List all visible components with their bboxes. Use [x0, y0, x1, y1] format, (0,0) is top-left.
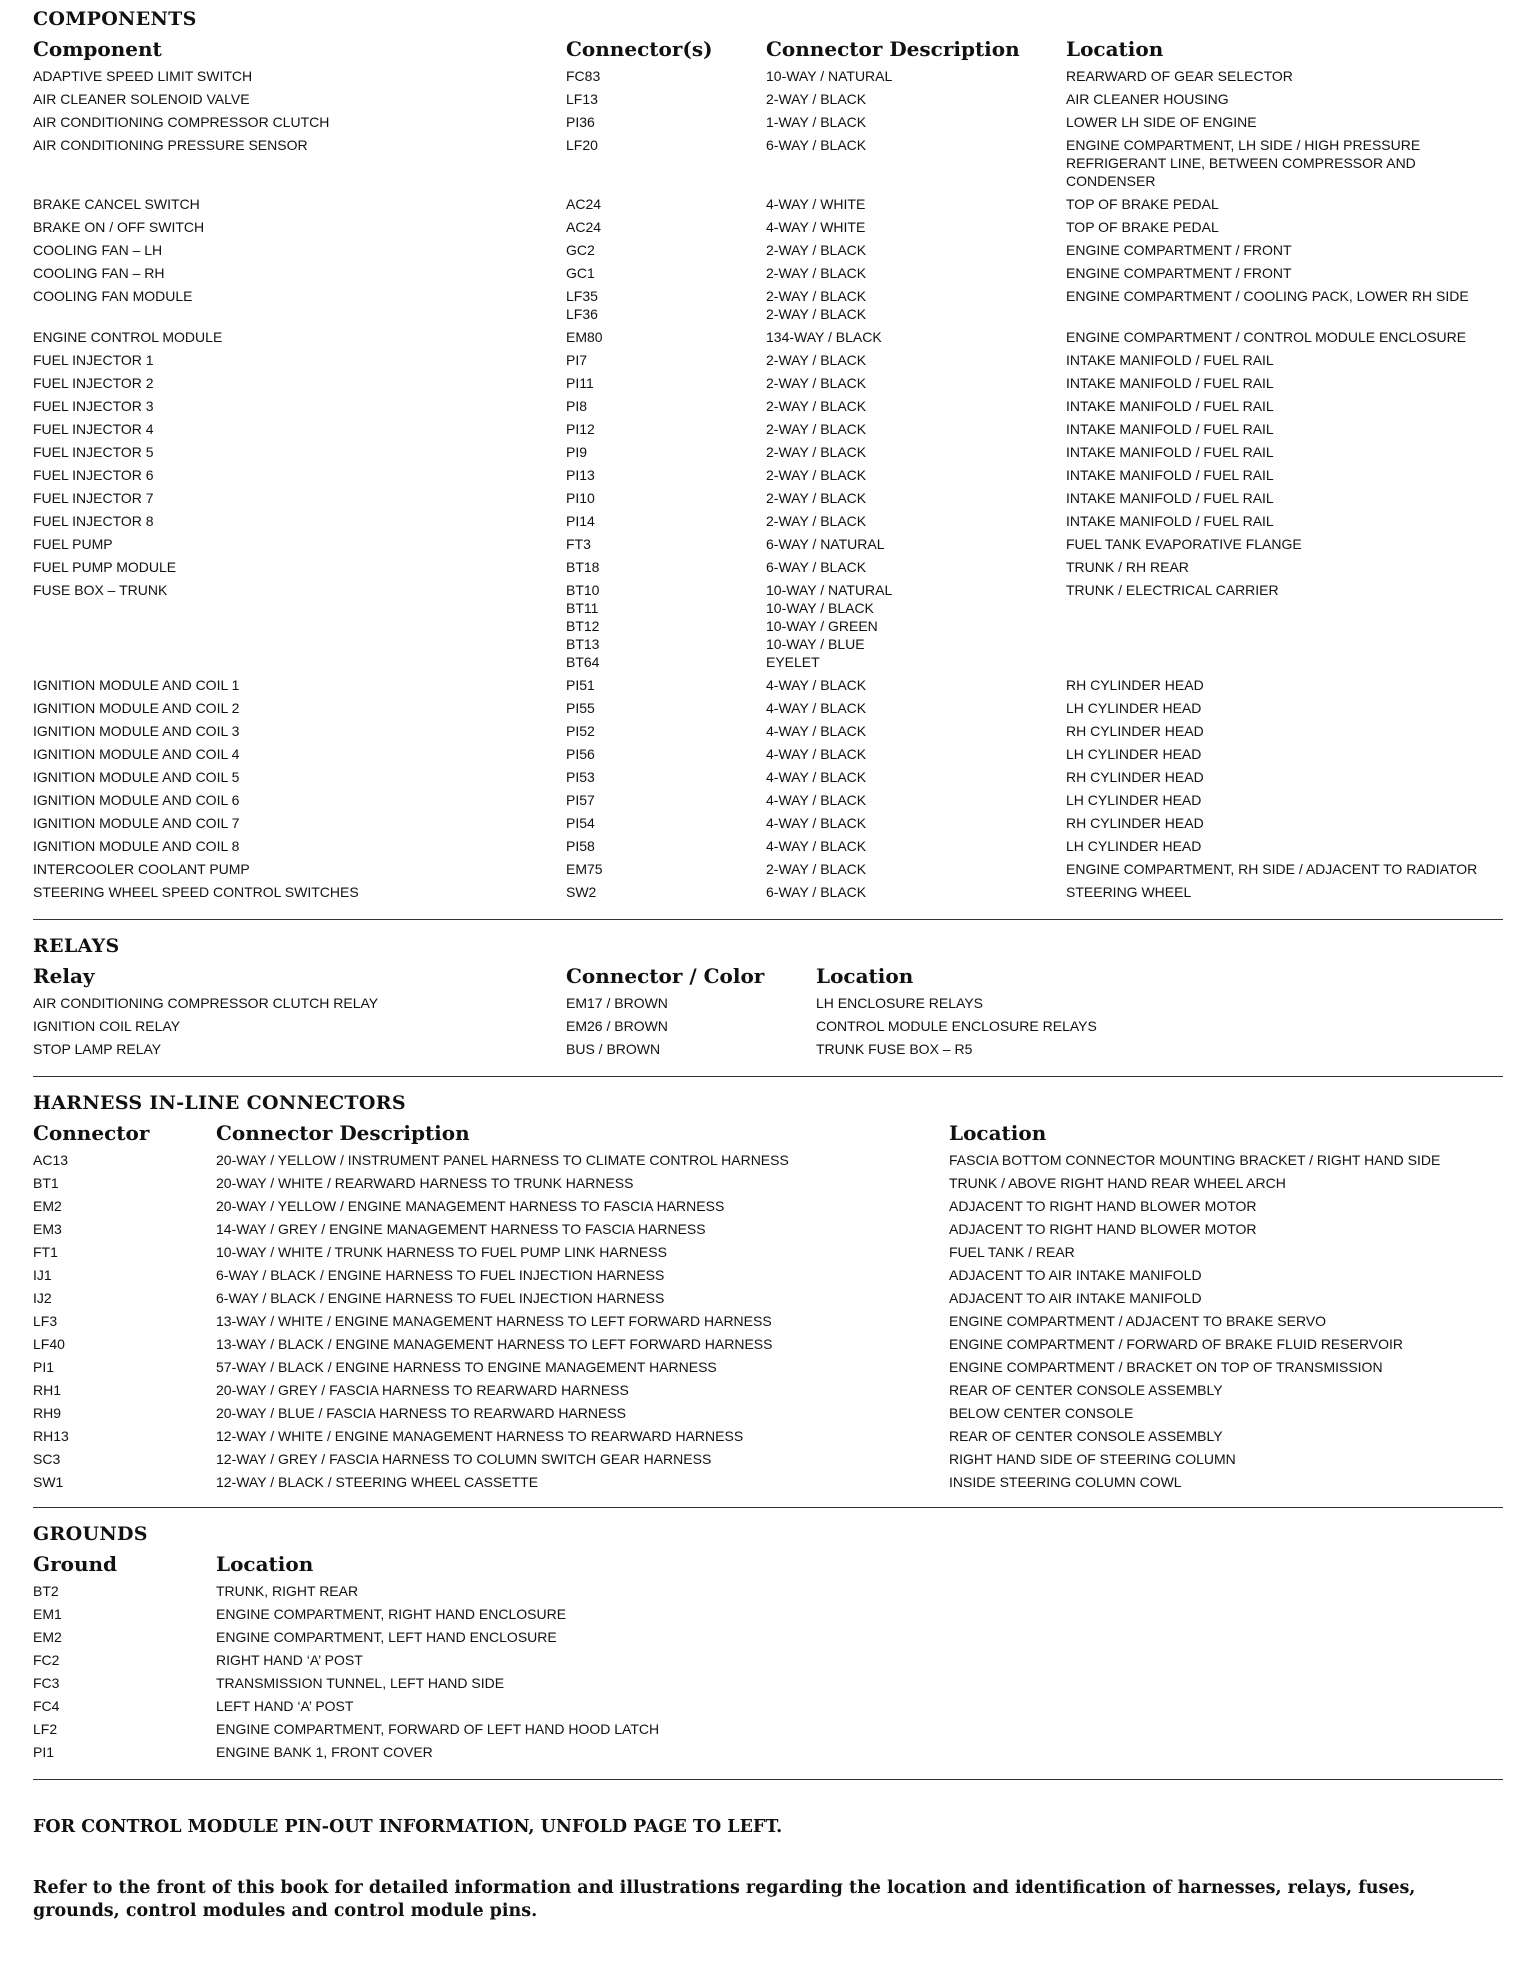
location-cell: ENGINE COMPARTMENT, LH SIDE / HIGH PRESSURE REFRIGERANT LINE, BETWEEN COMPRESSOR AND CONDENSER [1066, 137, 1421, 189]
table-row [33, 1447, 1503, 1470]
component-cell: ENGINE CONTROL MODULE [33, 329, 223, 345]
connector-cell: RH1 [33, 1382, 62, 1398]
table-row [33, 1194, 1503, 1217]
component-cell: FUEL INJECTOR 6 [33, 467, 154, 483]
table-row [33, 1263, 1503, 1286]
connector-cell: PI57 [566, 792, 595, 808]
connector-cell: BT10 BT11 BT12 BT13 BT64 [566, 582, 600, 670]
location-cell: ADJACENT TO AIR INTAKE MANIFOLD [949, 1267, 1202, 1283]
connector-cell: PI12 [566, 421, 595, 437]
table-row [33, 1171, 1503, 1194]
table-row [33, 486, 1503, 509]
table-row [33, 1378, 1503, 1401]
component-cell: ADAPTIVE SPEED LIMIT SWITCH [33, 68, 253, 84]
connector-description-cell: 20-WAY / YELLOW / ENGINE MANAGEMENT HARNESS TO FASCIA HARNESS [216, 1198, 725, 1214]
location-cell: INTAKE MANIFOLD / FUEL RAIL [1066, 398, 1274, 414]
component-cell: FUEL INJECTOR 1 [33, 352, 154, 368]
location-cell: RIGHT HAND ‘A’ POST [216, 1652, 363, 1668]
location-cell: LH ENCLOSURE RELAYS [816, 995, 984, 1011]
connector-color-cell: BUS / BROWN [566, 1041, 661, 1057]
connector-cell: LF20 [566, 137, 598, 153]
connector-description-cell: 4-WAY / BLACK [766, 746, 867, 762]
connector-cell: LF40 [33, 1336, 65, 1352]
location-cell: REAR OF CENTER CONSOLE ASSEMBLY [949, 1382, 1223, 1398]
connector-cell: BT1 [33, 1175, 59, 1191]
connector-cell: AC13 [33, 1152, 69, 1168]
connector-description-cell: 4-WAY / BLACK [766, 700, 867, 716]
col-header-connector-description: Connector Description [216, 1121, 470, 1145]
col-header-connector-color: Connector / Color [566, 964, 765, 988]
connector-cell: IJ2 [33, 1290, 52, 1306]
table-row [33, 284, 1503, 325]
table-row [33, 1148, 1503, 1171]
table-row [33, 325, 1503, 348]
relays-header-row [33, 961, 1503, 991]
component-cell: AIR CONDITIONING PRESSURE SENSOR [33, 137, 308, 153]
connector-cell: SW2 [566, 884, 597, 900]
location-cell: ENGINE COMPARTMENT / COOLING PACK, LOWER RH SIDE [1066, 288, 1469, 304]
connector-description-cell: 6-WAY / BLACK / ENGINE HARNESS TO FUEL INJECTION HARNESS [216, 1267, 665, 1283]
connector-description-cell: 13-WAY / BLACK / ENGINE MANAGEMENT HARNESS TO LEFT FORWARD HARNESS [216, 1336, 773, 1352]
table-row [33, 673, 1503, 696]
connector-cell: PI55 [566, 700, 595, 716]
location-cell: LOWER LH SIDE OF ENGINE [1066, 114, 1257, 130]
connector-description-cell: 10-WAY / NATURAL 10-WAY / BLACK 10-WAY / GREEN 10-WAY / BLUE EYELET [766, 582, 893, 670]
connector-description-cell: 4-WAY / BLACK [766, 815, 867, 831]
connector-color-cell: EM17 / BROWN [566, 995, 668, 1011]
connector-cell: PI7 [566, 352, 588, 368]
ground-cell: FC3 [33, 1675, 60, 1691]
table-row [33, 1625, 1503, 1648]
location-cell: LH CYLINDER HEAD [1066, 746, 1202, 762]
table-row [33, 1579, 1503, 1602]
connector-cell: EM3 [33, 1221, 62, 1237]
location-cell: BELOW CENTER CONSOLE [949, 1405, 1134, 1421]
table-row [33, 509, 1503, 532]
refer-note: Refer to the front of this book for detailed information and illustrations regarding the location and identification of harnesses, relays, fuses, grounds, control modules and control module pins. [33, 1878, 1416, 1921]
component-cell: INTERCOOLER COOLANT PUMP [33, 861, 250, 877]
component-cell: BRAKE CANCEL SWITCH [33, 196, 200, 212]
connector-cell: BT18 [566, 559, 600, 575]
connector-description-cell: 2-WAY / BLACK [766, 265, 867, 281]
table-row [33, 417, 1503, 440]
connector-description-cell: 4-WAY / BLACK [766, 838, 867, 854]
table-row [33, 238, 1503, 261]
connector-description-cell: 2-WAY / BLACK [766, 91, 867, 107]
connector-description-cell: 2-WAY / BLACK [766, 490, 867, 506]
col-header-location: Location [1066, 37, 1164, 61]
location-cell: ENGINE COMPARTMENT / ADJACENT TO BRAKE SERVO [949, 1313, 1327, 1329]
table-row [33, 1309, 1503, 1332]
component-cell: COOLING FAN – LH [33, 242, 163, 258]
grounds-title: GROUNDS [33, 1523, 148, 1545]
location-cell: CONTROL MODULE ENCLOSURE RELAYS [816, 1018, 1097, 1034]
location-cell: TRANSMISSION TUNNEL, LEFT HAND SIDE [216, 1675, 505, 1691]
col-header-connector-description: Connector Description [766, 37, 1020, 61]
location-cell: ENGINE COMPARTMENT, LEFT HAND ENCLOSURE [216, 1629, 557, 1645]
connector-description-cell: 6-WAY / NATURAL [766, 536, 885, 552]
component-cell: FUEL INJECTOR 7 [33, 490, 154, 506]
component-cell: AIR CONDITIONING COMPRESSOR CLUTCH [33, 114, 330, 130]
component-cell: IGNITION MODULE AND COIL 3 [33, 723, 240, 739]
location-cell: RH CYLINDER HEAD [1066, 723, 1204, 739]
table-row [33, 1037, 1503, 1060]
relay-cell: AIR CONDITIONING COMPRESSOR CLUTCH RELAY [33, 995, 379, 1011]
relay-cell: STOP LAMP RELAY [33, 1041, 162, 1057]
connector-cell: PI10 [566, 490, 595, 506]
table-row [33, 719, 1503, 742]
location-cell: AIR CLEANER HOUSING [1066, 91, 1229, 107]
connector-cell: AC24 [566, 219, 602, 235]
location-cell: ADJACENT TO RIGHT HAND BLOWER MOTOR [949, 1221, 1257, 1237]
connector-cell: LF35 LF36 [566, 288, 598, 322]
connector-description-cell: 13-WAY / WHITE / ENGINE MANAGEMENT HARNESS TO LEFT FORWARD HARNESS [216, 1313, 772, 1329]
connector-cell: LF3 [33, 1313, 58, 1329]
connector-cell: EM75 [566, 861, 603, 877]
component-cell: IGNITION MODULE AND COIL 8 [33, 838, 240, 854]
ground-cell: FC2 [33, 1652, 60, 1668]
connector-description-cell: 10-WAY / WHITE / TRUNK HARNESS TO FUEL PUMP LINK HARNESS [216, 1244, 667, 1260]
component-cell: AIR CLEANER SOLENOID VALVE [33, 91, 250, 107]
connector-cell: PI14 [566, 513, 595, 529]
table-row [33, 857, 1503, 880]
section-divider [33, 1779, 1503, 1780]
connector-description-cell: 20-WAY / GREY / FASCIA HARNESS TO REARWARD HARNESS [216, 1382, 629, 1398]
relays-title: RELAYS [33, 935, 120, 957]
table-row [33, 440, 1503, 463]
location-cell: STEERING WHEEL [1066, 884, 1192, 900]
connector-cell: EM80 [566, 329, 603, 345]
location-cell: TOP OF BRAKE PEDAL [1066, 196, 1219, 212]
connector-description-cell: 4-WAY / BLACK [766, 677, 867, 693]
component-cell: IGNITION MODULE AND COIL 6 [33, 792, 240, 808]
connector-description-cell: 2-WAY / BLACK [766, 467, 867, 483]
table-row [33, 1717, 1503, 1740]
table-row [33, 1602, 1503, 1625]
location-cell: RIGHT HAND SIDE OF STEERING COLUMN [949, 1451, 1236, 1467]
location-cell: INTAKE MANIFOLD / FUEL RAIL [1066, 375, 1274, 391]
location-cell: RH CYLINDER HEAD [1066, 677, 1204, 693]
connector-cell: PI36 [566, 114, 595, 130]
table-row [33, 87, 1503, 110]
table-row [33, 1648, 1503, 1671]
connector-cell: PI52 [566, 723, 595, 739]
connector-description-cell: 6-WAY / BLACK [766, 559, 867, 575]
location-cell: LH CYLINDER HEAD [1066, 792, 1202, 808]
component-cell: BRAKE ON / OFF SWITCH [33, 219, 205, 235]
harness-title: HARNESS IN-LINE CONNECTORS [33, 1092, 406, 1114]
table-row [33, 463, 1503, 486]
location-cell: FUEL TANK / REAR [949, 1244, 1075, 1260]
components-table-body [33, 64, 1503, 903]
ground-cell: PI1 [33, 1744, 55, 1760]
connector-cell: PI8 [566, 398, 588, 414]
ground-cell: EM1 [33, 1606, 62, 1622]
table-row [33, 348, 1503, 371]
component-cell: IGNITION MODULE AND COIL 7 [33, 815, 240, 831]
connector-cell: PI13 [566, 467, 595, 483]
location-cell: INTAKE MANIFOLD / FUEL RAIL [1066, 513, 1274, 529]
table-row [33, 532, 1503, 555]
location-cell: TRUNK / ELECTRICAL CARRIER [1066, 582, 1279, 598]
connector-description-cell: 4-WAY / WHITE [766, 219, 866, 235]
document-page [33, 0, 1503, 1923]
table-row [33, 1694, 1503, 1717]
components-header-row [33, 34, 1503, 64]
grounds-header-row [33, 1549, 1503, 1579]
location-cell: ENGINE COMPARTMENT / FRONT [1066, 265, 1292, 281]
table-row [33, 133, 1503, 192]
location-cell: INTAKE MANIFOLD / FUEL RAIL [1066, 421, 1274, 437]
connector-cell: PI53 [566, 769, 595, 785]
connector-description-cell: 2-WAY / BLACK [766, 444, 867, 460]
location-cell: LH CYLINDER HEAD [1066, 838, 1202, 854]
col-header-location: Location [816, 964, 914, 988]
component-cell: FUEL INJECTOR 2 [33, 375, 154, 391]
harness-table-body [33, 1148, 1503, 1493]
location-cell: FASCIA BOTTOM CONNECTOR MOUNTING BRACKET / RIGHT HAND SIDE [949, 1152, 1441, 1168]
table-row [33, 811, 1503, 834]
table-row [33, 1014, 1503, 1037]
connector-cell: PI1 [33, 1359, 55, 1375]
relay-cell: IGNITION COIL RELAY [33, 1018, 181, 1034]
location-cell: ENGINE COMPARTMENT / CONTROL MODULE ENCLOSURE [1066, 329, 1467, 345]
connector-description-cell: 4-WAY / BLACK [766, 792, 867, 808]
col-header-location: Location [949, 1121, 1047, 1145]
location-cell: ENGINE BANK 1, FRONT COVER [216, 1744, 433, 1760]
location-cell: INTAKE MANIFOLD / FUEL RAIL [1066, 467, 1274, 483]
location-cell: TRUNK FUSE BOX – R5 [816, 1041, 973, 1057]
connector-cell: SC3 [33, 1451, 61, 1467]
connector-description-cell: 6-WAY / BLACK / ENGINE HARNESS TO FUEL INJECTION HARNESS [216, 1290, 665, 1306]
component-cell: FUEL INJECTOR 8 [33, 513, 154, 529]
table-row [33, 696, 1503, 719]
table-row [33, 765, 1503, 788]
ground-cell: FC4 [33, 1698, 60, 1714]
location-cell: ADJACENT TO AIR INTAKE MANIFOLD [949, 1290, 1202, 1306]
connector-description-cell: 20-WAY / BLUE / FASCIA HARNESS TO REARWARD HARNESS [216, 1405, 626, 1421]
location-cell: TRUNK, RIGHT REAR [216, 1583, 359, 1599]
component-cell: FUEL INJECTOR 4 [33, 421, 154, 437]
table-row [33, 1355, 1503, 1378]
component-cell: COOLING FAN – RH [33, 265, 165, 281]
connector-description-cell: 6-WAY / BLACK [766, 884, 867, 900]
connector-description-cell: 4-WAY / BLACK [766, 723, 867, 739]
component-cell: FUEL PUMP MODULE [33, 559, 177, 575]
location-cell: ENGINE COMPARTMENT, FORWARD OF LEFT HAND HOOD LATCH [216, 1721, 660, 1737]
connector-description-cell: 20-WAY / YELLOW / INSTRUMENT PANEL HARNESS TO CLIMATE CONTROL HARNESS [216, 1152, 789, 1168]
connector-description-cell: 6-WAY / BLACK [766, 137, 867, 153]
connector-description-cell: 1-WAY / BLACK [766, 114, 867, 130]
location-cell: TOP OF BRAKE PEDAL [1066, 219, 1219, 235]
connector-cell: FT3 [566, 536, 591, 552]
connector-description-cell: 2-WAY / BLACK [766, 421, 867, 437]
table-row [33, 1424, 1503, 1447]
connector-description-cell: 2-WAY / BLACK [766, 375, 867, 391]
table-row [33, 64, 1503, 87]
col-header-connectors: Connector(s) [566, 37, 713, 61]
table-row [33, 1332, 1503, 1355]
component-cell: IGNITION MODULE AND COIL 2 [33, 700, 240, 716]
location-cell: TRUNK / RH REAR [1066, 559, 1189, 575]
location-cell: INTAKE MANIFOLD / FUEL RAIL [1066, 490, 1274, 506]
location-cell: ENGINE COMPARTMENT, RH SIDE / ADJACENT TO RADIATOR [1066, 861, 1478, 877]
relays-table-body [33, 991, 1503, 1060]
table-row [33, 742, 1503, 765]
connector-cell: RH13 [33, 1428, 69, 1444]
table-row [33, 1240, 1503, 1263]
connector-cell: SW1 [33, 1474, 64, 1490]
table-row [33, 1470, 1503, 1493]
relays-section [33, 920, 1503, 1060]
location-cell: FUEL TANK EVAPORATIVE FLANGE [1066, 536, 1302, 552]
col-header-relay: Relay [33, 964, 95, 988]
table-row [33, 215, 1503, 238]
ground-cell: LF2 [33, 1721, 58, 1737]
connector-cell: PI56 [566, 746, 595, 762]
location-cell: LH CYLINDER HEAD [1066, 700, 1202, 716]
table-row [33, 192, 1503, 215]
connector-description-cell: 2-WAY / BLACK [766, 242, 867, 258]
table-row [33, 1740, 1503, 1763]
location-cell: RH CYLINDER HEAD [1066, 769, 1204, 785]
component-cell: IGNITION MODULE AND COIL 5 [33, 769, 240, 785]
component-cell: FUEL INJECTOR 5 [33, 444, 154, 460]
component-cell: FUEL PUMP [33, 536, 113, 552]
connector-description-cell: 2-WAY / BLACK [766, 861, 867, 877]
location-cell: ENGINE COMPARTMENT / BRACKET ON TOP OF TRANSMISSION [949, 1359, 1383, 1375]
connector-description-cell: 10-WAY / NATURAL [766, 68, 893, 84]
connector-cell: AC24 [566, 196, 602, 212]
location-cell: INSIDE STEERING COLUMN COWL [949, 1474, 1182, 1490]
connector-cell: GC2 [566, 242, 595, 258]
pinout-note: FOR CONTROL MODULE PIN-OUT INFORMATION, UNFOLD PAGE TO LEFT. [33, 1817, 783, 1837]
connector-cell: FT1 [33, 1244, 58, 1260]
table-row [33, 880, 1503, 903]
connector-color-cell: EM26 / BROWN [566, 1018, 668, 1034]
table-row [33, 1217, 1503, 1240]
components-title: COMPONENTS [33, 8, 197, 30]
location-cell: ADJACENT TO RIGHT HAND BLOWER MOTOR [949, 1198, 1257, 1214]
ground-cell: BT2 [33, 1583, 59, 1599]
component-cell: FUSE BOX – TRUNK [33, 582, 168, 598]
connector-cell: PI9 [566, 444, 588, 460]
ground-cell: EM2 [33, 1629, 62, 1645]
connector-description-cell: 12-WAY / WHITE / ENGINE MANAGEMENT HARNESS TO REARWARD HARNESS [216, 1428, 744, 1444]
harness-section [33, 1077, 1503, 1493]
connector-description-cell: 2-WAY / BLACK 2-WAY / BLACK [766, 288, 867, 322]
table-row [33, 394, 1503, 417]
connector-cell: PI54 [566, 815, 595, 831]
table-row [33, 1671, 1503, 1694]
col-header-location: Location [216, 1552, 314, 1576]
connector-description-cell: 4-WAY / WHITE [766, 196, 866, 212]
component-cell: COOLING FAN MODULE [33, 288, 193, 304]
components-section [33, 0, 1503, 903]
grounds-section [33, 1508, 1503, 1763]
connector-description-cell: 134-WAY / BLACK [766, 329, 882, 345]
component-cell: FUEL INJECTOR 3 [33, 398, 154, 414]
location-cell: REARWARD OF GEAR SELECTOR [1066, 68, 1293, 84]
connector-description-cell: 4-WAY / BLACK [766, 769, 867, 785]
table-row [33, 261, 1503, 284]
connector-cell: PI11 [566, 375, 594, 391]
connector-cell: RH9 [33, 1405, 62, 1421]
table-row [33, 578, 1503, 673]
connector-description-cell: 2-WAY / BLACK [766, 352, 867, 368]
grounds-table-body [33, 1579, 1503, 1763]
component-cell: IGNITION MODULE AND COIL 4 [33, 746, 240, 762]
table-row [33, 110, 1503, 133]
connector-description-cell: 2-WAY / BLACK [766, 398, 867, 414]
location-cell: ENGINE COMPARTMENT, RIGHT HAND ENCLOSURE [216, 1606, 567, 1622]
harness-header-row [33, 1118, 1503, 1148]
location-cell: ENGINE COMPARTMENT / FORWARD OF BRAKE FLUID RESERVOIR [949, 1336, 1404, 1352]
location-cell: INTAKE MANIFOLD / FUEL RAIL [1066, 352, 1274, 368]
connector-cell: PI51 [566, 677, 595, 693]
connector-cell: FC83 [566, 68, 601, 84]
col-header-connector: Connector [33, 1121, 150, 1145]
location-cell: ENGINE COMPARTMENT / FRONT [1066, 242, 1292, 258]
table-row [33, 1286, 1503, 1309]
connector-description-cell: 14-WAY / GREY / ENGINE MANAGEMENT HARNESS TO FASCIA HARNESS [216, 1221, 706, 1237]
connector-cell: PI58 [566, 838, 595, 854]
location-cell: LEFT HAND ‘A’ POST [216, 1698, 354, 1714]
connector-description-cell: 12-WAY / BLACK / STEERING WHEEL CASSETTE [216, 1474, 539, 1490]
connector-cell: GC1 [566, 265, 595, 281]
table-row [33, 788, 1503, 811]
connector-description-cell: 12-WAY / GREY / FASCIA HARNESS TO COLUMN SWITCH GEAR HARNESS [216, 1451, 712, 1467]
component-cell: STEERING WHEEL SPEED CONTROL SWITCHES [33, 884, 359, 900]
connector-cell: EM2 [33, 1198, 62, 1214]
table-row [33, 555, 1503, 578]
connector-description-cell: 2-WAY / BLACK [766, 513, 867, 529]
location-cell: REAR OF CENTER CONSOLE ASSEMBLY [949, 1428, 1223, 1444]
location-cell: TRUNK / ABOVE RIGHT HAND REAR WHEEL ARCH [949, 1175, 1286, 1191]
connector-description-cell: 20-WAY / WHITE / REARWARD HARNESS TO TRUNK HARNESS [216, 1175, 634, 1191]
table-row [33, 1401, 1503, 1424]
col-header-component: Component [33, 37, 162, 61]
location-cell: RH CYLINDER HEAD [1066, 815, 1204, 831]
connector-cell: IJ1 [33, 1267, 52, 1283]
component-cell: IGNITION MODULE AND COIL 1 [33, 677, 240, 693]
table-row [33, 371, 1503, 394]
connector-description-cell: 57-WAY / BLACK / ENGINE HARNESS TO ENGINE MANAGEMENT HARNESS [216, 1359, 717, 1375]
table-row [33, 991, 1503, 1014]
connector-cell: LF13 [566, 91, 598, 107]
col-header-ground: Ground [33, 1552, 118, 1576]
table-row [33, 834, 1503, 857]
location-cell: INTAKE MANIFOLD / FUEL RAIL [1066, 444, 1274, 460]
